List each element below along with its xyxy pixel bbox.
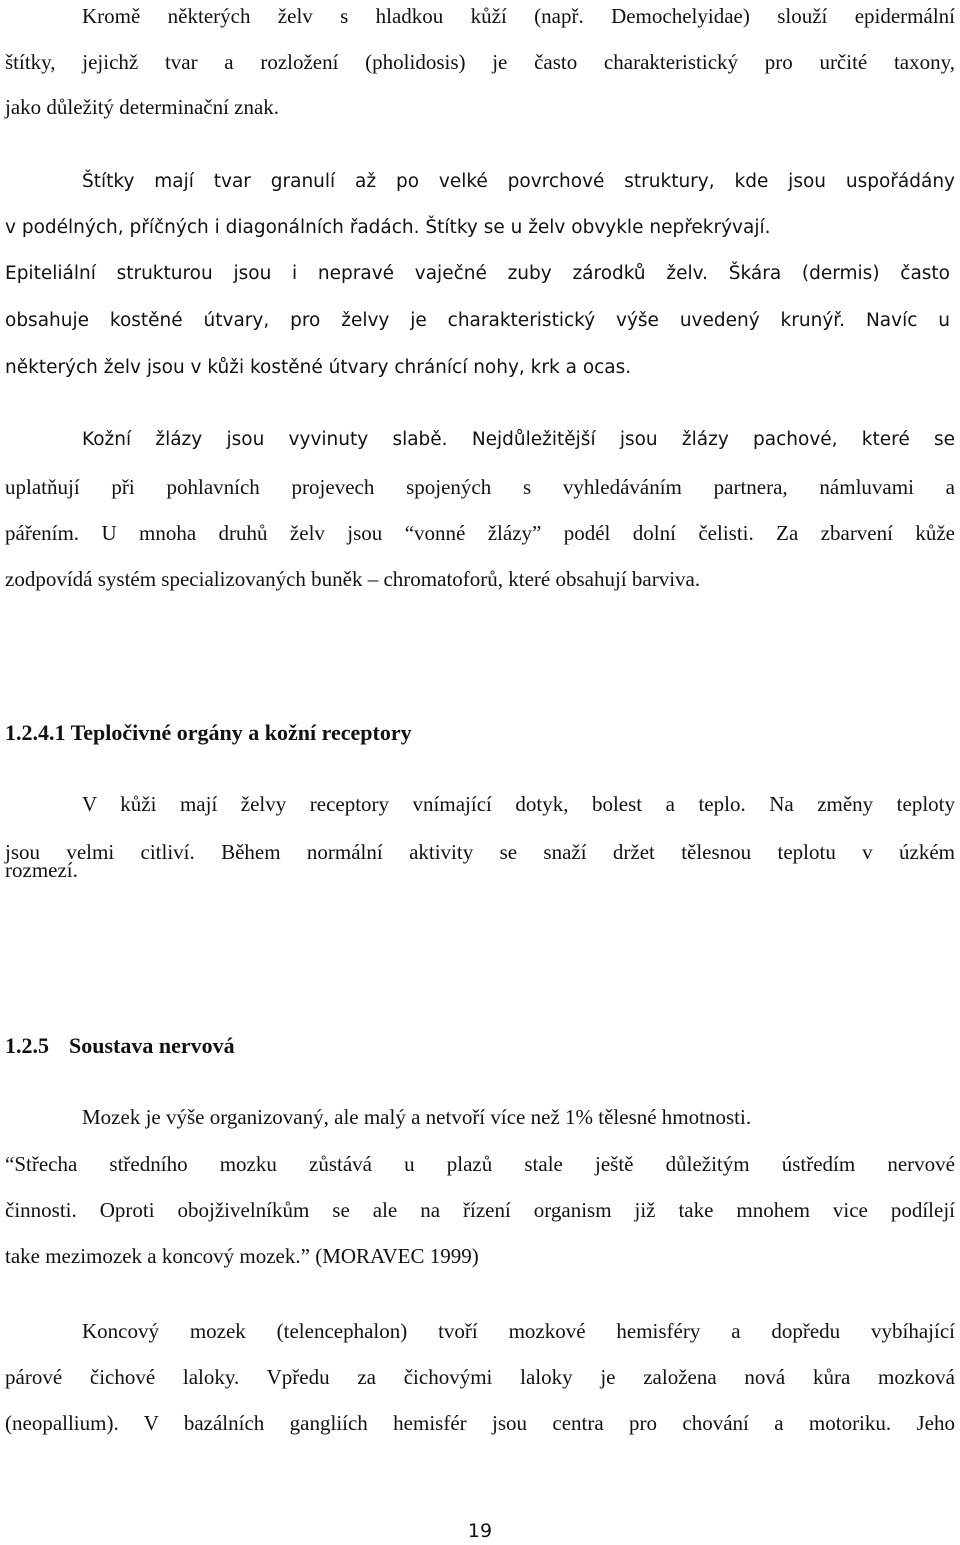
section-title: Soustava nervová (69, 1033, 235, 1058)
paragraph-line: uplatňují při pohlavních projevech spojených s vyhledáváním partnera, námluvami a (5, 475, 955, 499)
paragraph-line: některých želv jsou v kůži kostěné útvary chránící nohy, krk a ocas. (5, 357, 632, 378)
section-heading (5, 1031, 235, 1061)
paragraph-line: Koncový mozek (telencephalon) tvoří mozkové hemisféry a dopředu vybíhající (82, 1319, 955, 1343)
paragraph-line: Štítky mají tvar granulí až po velké povrchové struktury, kde jsou uspořádány (82, 171, 955, 192)
section-heading (5, 718, 412, 748)
paragraph-line: Kromě některých želv s hladkou kůží (např. Demochelyidae) slouží epidermální (82, 4, 955, 28)
paragraph-line: jsou velmi citliví. Během normální aktivity se snaží držet tělesnou teplotu v úzkém (5, 840, 955, 864)
section-number: 1.2.5 (5, 1033, 49, 1058)
paragraph-line: jako důležitý determinační znak. (5, 95, 280, 119)
paragraph-line: Epiteliální strukturou jsou i nepravé vaječné zuby zárodků želv. Škára (dermis) často (5, 263, 950, 284)
paragraph-line: štítky, jejichž tvar a rozložení (pholidosis) je často charakteristický pro určité taxony, (5, 50, 955, 74)
paragraph-line: činnosti. Oproti obojživelníkům se ale na řízení organism již take mnohem vice podílejí (5, 1198, 955, 1222)
paragraph-line: “Střecha středního mozku zůstává u plazů stale ještě důležitým ústředím nervové (5, 1152, 955, 1176)
paragraph-line: V kůži mají želvy receptory vnímající dotyk, bolest a teplo. Na změny teploty (82, 792, 955, 816)
paragraph-line: párové čichové laloky. Vpředu za čichovými laloky je založena nová kůra mozková (5, 1365, 955, 1389)
section-title: Tepločivné orgány a kožní receptory (70, 720, 412, 745)
page-number: 19 (467, 1520, 493, 1542)
paragraph-line: v podélných, příčných i diagonálních řadách. Štítky se u želv obvykle nepřekrývají. (5, 217, 771, 238)
paragraph-line: Kožní žlázy jsou vyvinuty slabě. Nejdůležitější jsou žlázy pachové, které se (82, 429, 955, 450)
paragraph-line: (neopallium). V bazálních gangliích hemisfér jsou centra pro chování a motoriku. Jeho (5, 1411, 955, 1435)
paragraph-line: zodpovídá systém specializovaných buněk – chromatoforů, které obsahují barviva. (5, 567, 701, 591)
paragraph-line: Mozek je výše organizovaný, ale malý a netvoří více než 1% tělesné hmotnosti. (82, 1105, 752, 1129)
paragraph-line: rozmezí. (5, 858, 78, 882)
paragraph-line: obsahuje kostěné útvary, pro želvy je charakteristický výše uvedený krunýř. Navíc u (5, 310, 950, 331)
paragraph-line: pářením. U mnoha druhů želv jsou “vonné žlázy” podél dolní čelisti. Za zbarvení kůže (5, 521, 955, 545)
section-number: 1.2.4.1 (5, 720, 66, 745)
paragraph-line: take mezimozek a koncový mozek.” (MORAVEC 1999) (5, 1244, 479, 1268)
